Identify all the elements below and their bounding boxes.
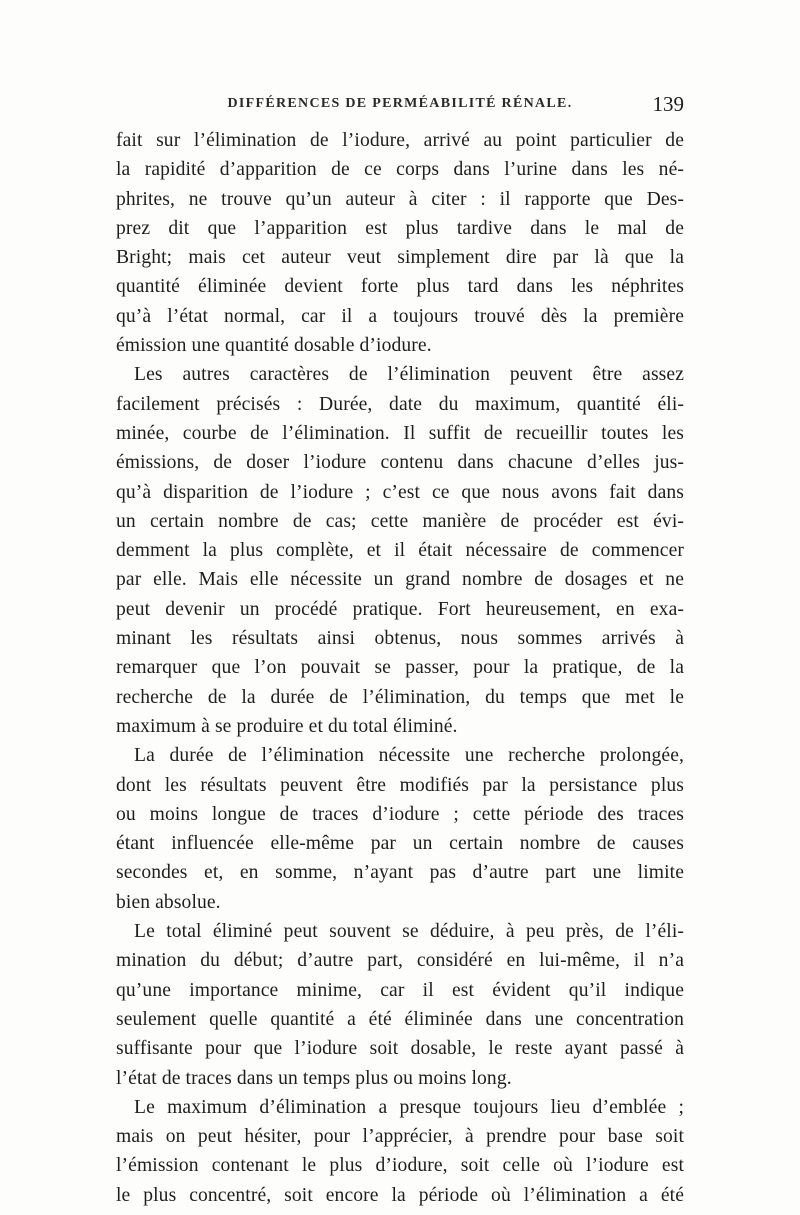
- text-line: demment la plus complète, et il était nécessaire de commencer: [116, 540, 684, 562]
- text-line: minée, courbe de l’élimination. Il suffit de recueillir toutes les: [116, 422, 684, 444]
- text-line: mination du début; d’autre part, considéré en lui-même, il n’a: [116, 950, 684, 972]
- text-line: le plus concentré, soit encore la période où l’élimination a été: [116, 1184, 684, 1206]
- page-header: [116, 92, 684, 122]
- text-line: l’état de traces dans un temps plus ou moins long.: [116, 1067, 512, 1089]
- text-line: ou moins longue de traces d’iodure ; cette période des traces: [116, 803, 684, 825]
- text-line: recherche de la durée de l’élimination, du temps que met le: [116, 686, 684, 708]
- text-line: facilement précisés : Durée, date du maximum, quantité éli-: [116, 393, 684, 415]
- text-line: phrites, ne trouve qu’un auteur à citer : il rapporte que Des-: [116, 188, 684, 210]
- text-line: qu’à l’état normal, car il a toujours trouvé dès la première: [116, 305, 684, 327]
- text-line: secondes et, en somme, n’ayant pas d’autre part une limite: [116, 862, 684, 884]
- text-line: par elle. Mais elle nécessite un grand nombre de dosages et ne: [116, 569, 684, 591]
- text-line: Le maximum d’élimination a presque toujours lieu d’emblée ;: [134, 1096, 684, 1118]
- text-line: remarquer que l’on pouvait se passer, pour la pratique, de la: [116, 657, 684, 679]
- text-line: peut devenir un procédé pratique. Fort heureusement, en exa-: [116, 598, 684, 620]
- text-line: un certain nombre de cas; cette manière de procéder est évi-: [116, 510, 684, 532]
- text-line: étant influencée elle-même par un certain nombre de causes: [116, 833, 684, 855]
- text-line: seulement quelle quantité a été éliminée dans une concentration: [116, 1008, 684, 1030]
- text-line: la rapidité d’apparition de ce corps dans l’urine dans les né-: [116, 159, 684, 181]
- text-line: émission une quantité dosable d’iodure.: [116, 335, 432, 357]
- text-line: quantité éliminée devient forte plus tard dans les néphrites: [116, 276, 684, 298]
- text-line: Les autres caractères de l’élimination peuvent être assez: [134, 364, 684, 386]
- text-line: émissions, de doser l’iodure contenu dans chacune d’elles jus-: [116, 452, 684, 474]
- text-line: qu’une importance minime, car il est évident qu’il indique: [116, 979, 684, 1001]
- text-line: prez dit que l’apparition est plus tardive dans le mal de: [116, 217, 684, 239]
- text-line: qu’à disparition de l’iodure ; c’est ce que nous avons fait dans: [116, 481, 684, 503]
- text-line: bien absolue.: [116, 891, 221, 913]
- text-line: La durée de l’élimination nécessite une recherche prolongée,: [134, 745, 684, 767]
- text-line: fait sur l’élimination de l’iodure, arrivé au point particulier de: [116, 130, 684, 151]
- text-line: minant les résultats ainsi obtenus, nous sommes arrivés à: [116, 628, 684, 650]
- text-line: mais on peut hésiter, pour l’apprécier, à prendre pour base soit: [116, 1126, 684, 1148]
- text-line: l’émission contenant le plus d’iodure, soit celle où l’iodure est: [116, 1155, 684, 1177]
- text-line: Bright; mais cet auteur veut simplement dire par là que la: [116, 247, 684, 269]
- text-line: suffisante pour que l’iodure soit dosable, le reste ayant passé à: [116, 1038, 684, 1060]
- body-text: [116, 126, 684, 1210]
- text-line: dont les résultats peuvent être modifiés par la persistance plus: [116, 774, 684, 796]
- text-line: Le total éliminé peut souvent se déduire, à peu près, de l’éli-: [134, 921, 684, 943]
- text-line: maximum à se produire et du total éliminé.: [116, 715, 458, 737]
- running-title: DIFFÉRENCES DE PERMÉABILITÉ RÉNALE.: [227, 96, 573, 111]
- page-number: 139: [652, 92, 684, 116]
